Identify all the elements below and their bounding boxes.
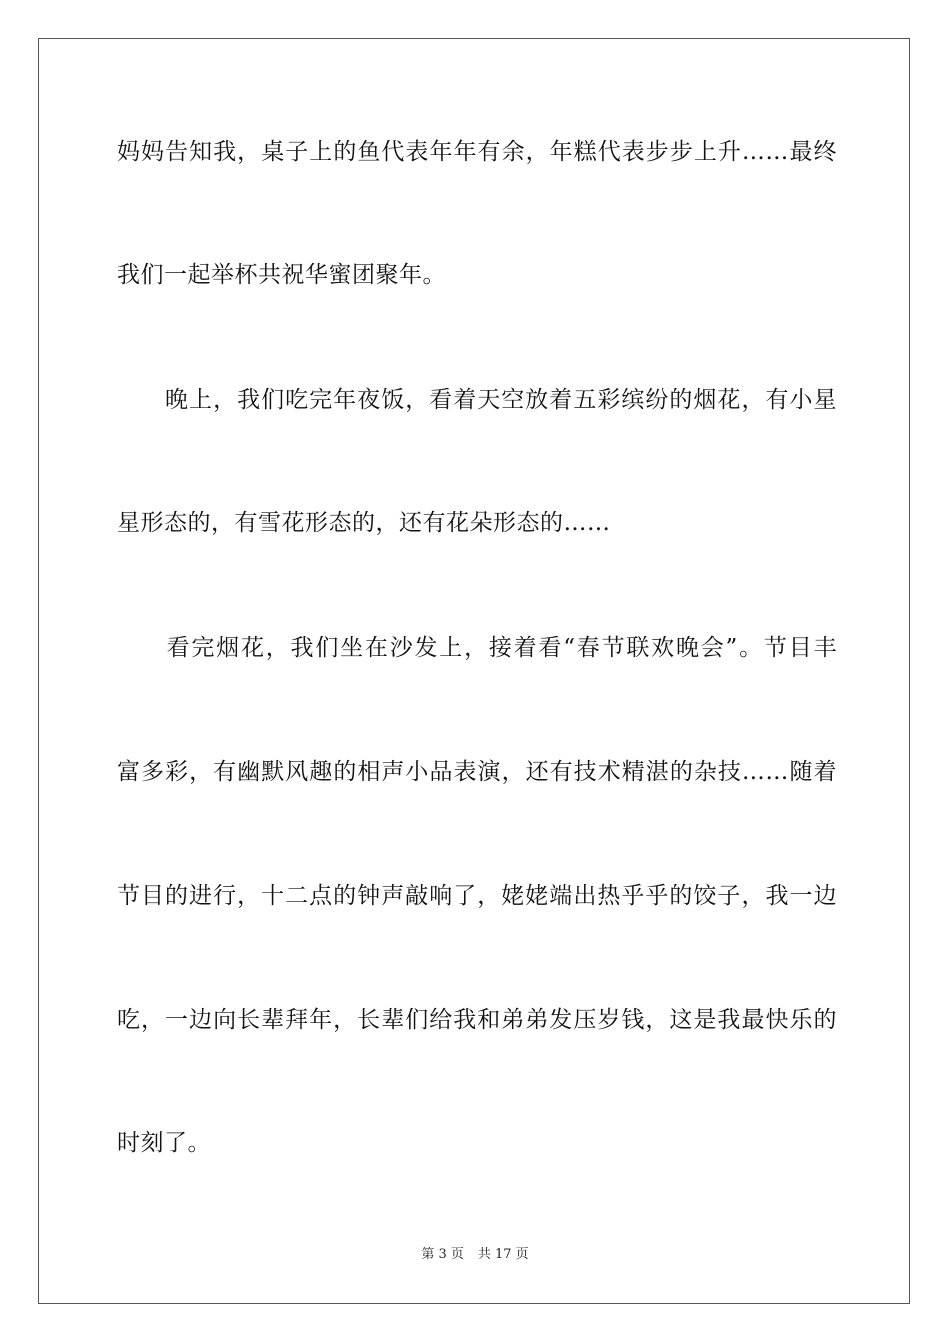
text-line-4: 星形态的，有雪花形态的，还有花朵形态的…… xyxy=(117,510,611,536)
text-line-5: 看完烟花，我们坐在沙发上，接着看“春节联欢晚会”。节目丰 xyxy=(117,635,837,661)
text-line-9: 时刻了。 xyxy=(117,1130,211,1156)
text-line-7: 节目的进行，十二点的钟声敲响了，姥姥端出热乎乎的饺子，我一边 xyxy=(117,883,837,909)
text-line-3: 晚上，我们吃完年夜饭，看着天空放着五彩缤纷的烟花，有小星 xyxy=(117,387,837,413)
page-footer xyxy=(0,1246,950,1264)
text-line-8: 吃，一边向长辈拜年，长辈们给我和弟弟发压岁钱，这是我最快乐的 xyxy=(117,1007,837,1033)
text-line-1: 妈妈告知我，桌子上的鱼代表年年有余，年糕代表步步上升……最终 xyxy=(117,139,837,165)
page-border xyxy=(38,38,910,1304)
text-line-2: 我们一起举杯共祝华蜜团聚年。 xyxy=(117,262,446,288)
page-total: 共 17 页 xyxy=(477,1247,529,1262)
page-number: 第 3 页 xyxy=(421,1247,464,1262)
text-line-6: 富多彩，有幽默风趣的相声小品表演，还有技术精湛的杂技……随着 xyxy=(117,759,837,785)
